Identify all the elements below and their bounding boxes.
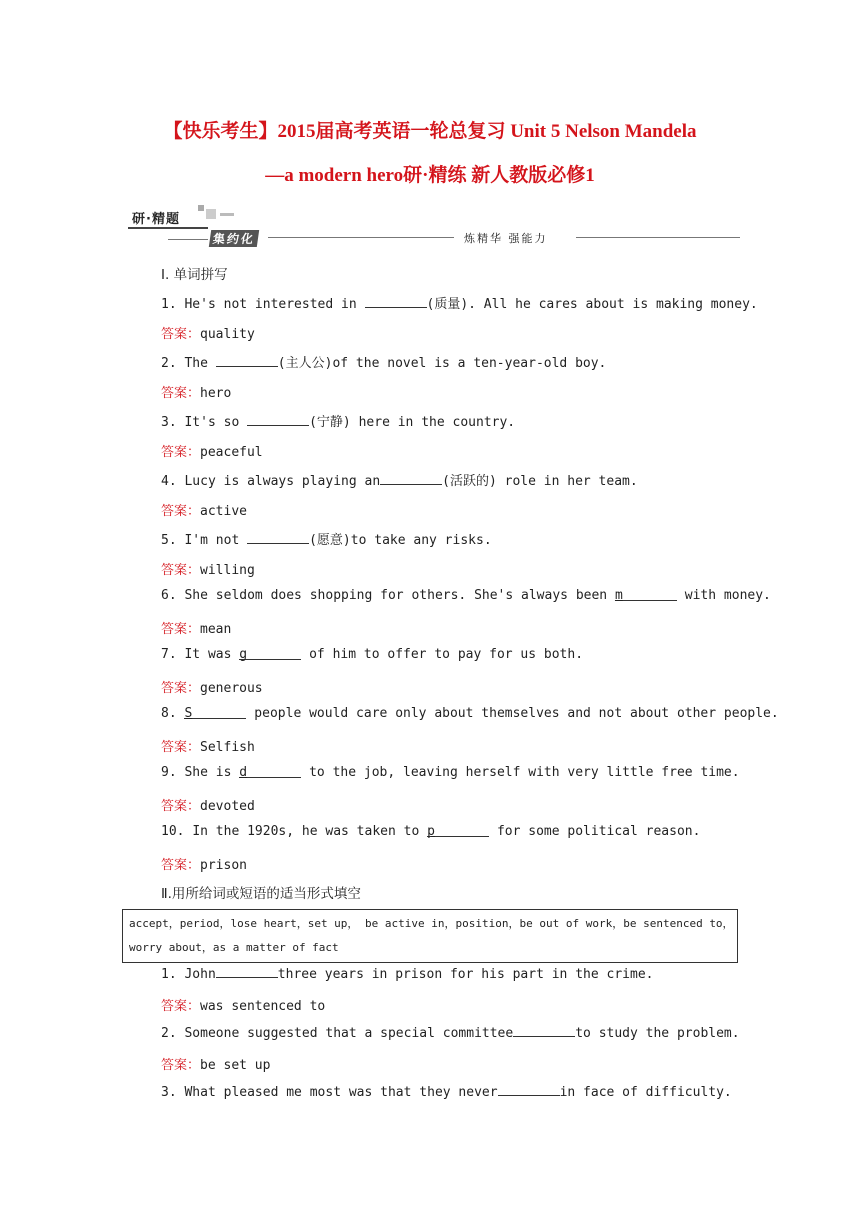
question-number: 2. <box>161 356 177 371</box>
answer-label: 答案： <box>161 445 201 460</box>
answer-blank[interactable] <box>247 531 309 544</box>
question-4 <box>161 470 638 489</box>
fill-question-2 <box>161 1024 740 1041</box>
question-1 <box>161 293 758 312</box>
answer-blank[interactable] <box>239 647 301 660</box>
answer-10 <box>161 854 247 873</box>
answer-blank[interactable] <box>380 472 442 485</box>
initial-letter-hint: d <box>239 765 248 780</box>
question-number: 8. <box>161 706 177 721</box>
question-text-after: (质量). All he cares about is making money. <box>426 297 758 312</box>
answer-label: 答案： <box>161 327 201 342</box>
banner-slogan: 炼精华 强能力 <box>464 232 548 245</box>
question-text-before: She is <box>184 765 240 780</box>
answer-label: 答案： <box>161 799 201 814</box>
answer-blank[interactable] <box>216 354 278 367</box>
question-text-before: Lucy is always playing an <box>184 474 381 489</box>
question-number: 6. <box>161 588 177 603</box>
answer-1 <box>161 323 255 342</box>
initial-letter-hint: p <box>427 824 435 839</box>
answer-2 <box>161 382 231 401</box>
answer-label: 答案： <box>161 740 201 755</box>
question-text-after: people would care only about themselves and not about other people. <box>246 706 779 721</box>
answer-label: 答案： <box>161 1058 201 1073</box>
question-8 <box>161 706 779 721</box>
answer-blank[interactable] <box>184 706 246 719</box>
question-5 <box>161 529 492 548</box>
question-text-before: In the 1920s, he was taken to <box>192 824 428 839</box>
answer-label: 答案： <box>161 858 201 873</box>
answer-value: quality <box>200 327 255 342</box>
question-9 <box>161 765 740 780</box>
banner-label: 研·精题 <box>132 212 180 227</box>
answer-value: active <box>200 504 247 519</box>
answer-blank[interactable] <box>247 413 309 426</box>
answer-3 <box>161 441 263 460</box>
answer-4 <box>161 500 247 519</box>
answer-label: 答案： <box>161 563 201 578</box>
initial-letter-hint: g <box>239 647 248 662</box>
question-number: 7. <box>161 647 177 662</box>
question-10 <box>161 824 700 839</box>
section-1-heading: Ⅰ. 单词拼写 <box>161 267 228 283</box>
question-text-after: of him to offer to pay for us both. <box>301 647 584 662</box>
answer-value: devoted <box>200 799 255 814</box>
answer-label: 答案： <box>161 999 201 1014</box>
question-text-after: (主人公)of the novel is a ten-year-old boy. <box>277 356 607 371</box>
answer-label: 答案： <box>161 681 201 696</box>
answer-blank[interactable] <box>239 765 301 778</box>
answer-label: 答案： <box>161 504 201 519</box>
answer-label: 答案： <box>161 622 201 637</box>
answer-6 <box>161 618 231 637</box>
question-number: 1. <box>161 297 177 312</box>
answer-value: hero <box>200 386 232 401</box>
question-text-before: What pleased me most was that they never <box>184 1085 498 1100</box>
answer-blank[interactable] <box>365 295 427 308</box>
answer-value: be set up <box>200 1058 271 1073</box>
question-number: 10. <box>161 824 185 839</box>
document-title-line-2: —a modern hero研·精练 新人教版必修1 <box>265 165 595 186</box>
question-text-after: to study the problem. <box>575 1026 740 1041</box>
answer-value: generous <box>200 681 263 696</box>
banner-sub-label: 集约化 <box>209 230 259 247</box>
answer-label: 答案： <box>161 386 201 401</box>
question-text-before: John <box>184 967 216 982</box>
question-6 <box>161 588 771 603</box>
question-text-after: with money. <box>676 588 771 603</box>
word-bank-line-1: accept，period，lose heart，set up， be active in，position，be out of work，be sentenced to， <box>129 917 734 930</box>
fill-answer-2 <box>161 1054 270 1073</box>
question-number: 1. <box>161 967 177 982</box>
answer-value: mean <box>200 622 232 637</box>
fill-answer-1 <box>161 995 325 1014</box>
question-text-before: It's so <box>184 415 248 430</box>
answer-8 <box>161 736 255 755</box>
answer-value: was sentenced to <box>200 999 326 1014</box>
question-text-after: for some political reason. <box>489 824 701 839</box>
question-2 <box>161 352 606 371</box>
question-text-after: (活跃的) role in her team. <box>442 474 638 489</box>
question-number: 9. <box>161 765 177 780</box>
initial-letter-hint: S <box>184 706 193 721</box>
answer-9 <box>161 795 255 814</box>
question-text-before: Someone suggested that a special committee <box>184 1026 514 1041</box>
section-banner <box>128 205 740 251</box>
fill-question-1 <box>161 965 653 982</box>
section-2-heading: Ⅱ.用所给词或短语的适当形式填空 <box>161 886 361 902</box>
answer-value: peaceful <box>200 445 263 460</box>
answer-blank[interactable] <box>427 824 489 837</box>
question-number: 2. <box>161 1026 177 1041</box>
answer-value: willing <box>200 563 255 578</box>
question-text-before: He's not interested in <box>184 297 365 312</box>
question-7 <box>161 647 583 662</box>
question-text-after: (愿意)to take any risks. <box>309 533 492 548</box>
question-text-after: three years in prison for his part in the crime. <box>277 967 654 982</box>
question-text-before: The <box>184 356 216 371</box>
answer-5 <box>161 559 255 578</box>
answer-blank[interactable] <box>216 965 278 978</box>
answer-blank[interactable] <box>513 1024 575 1037</box>
question-text-after: in face of difficulty. <box>559 1085 732 1100</box>
answer-value: Selfish <box>200 740 255 755</box>
word-bank-box <box>122 909 738 963</box>
question-number: 4. <box>161 474 177 489</box>
question-number: 5. <box>161 533 177 548</box>
question-number: 3. <box>161 1085 177 1100</box>
answer-value: prison <box>200 858 247 873</box>
fill-question-3 <box>161 1083 732 1100</box>
question-text-before: It was <box>184 647 240 662</box>
answer-7 <box>161 677 263 696</box>
question-number: 3. <box>161 415 177 430</box>
document-title-line-1: 【快乐考生】2015届高考英语一轮总复习 Unit 5 Nelson Mandela <box>163 121 697 142</box>
initial-letter-hint: m <box>614 588 623 603</box>
word-bank-line-2: worry about，as a matter of fact <box>129 941 339 954</box>
question-3 <box>161 411 515 430</box>
answer-blank[interactable] <box>498 1083 560 1096</box>
question-text-before: I'm not <box>184 533 248 548</box>
question-text-before: She seldom does shopping for others. She's always been <box>184 588 615 603</box>
answer-blank[interactable] <box>615 588 677 601</box>
question-text-after: to the job, leaving herself with very little free time. <box>301 765 740 780</box>
question-text-after: (宁静) here in the country. <box>309 415 516 430</box>
